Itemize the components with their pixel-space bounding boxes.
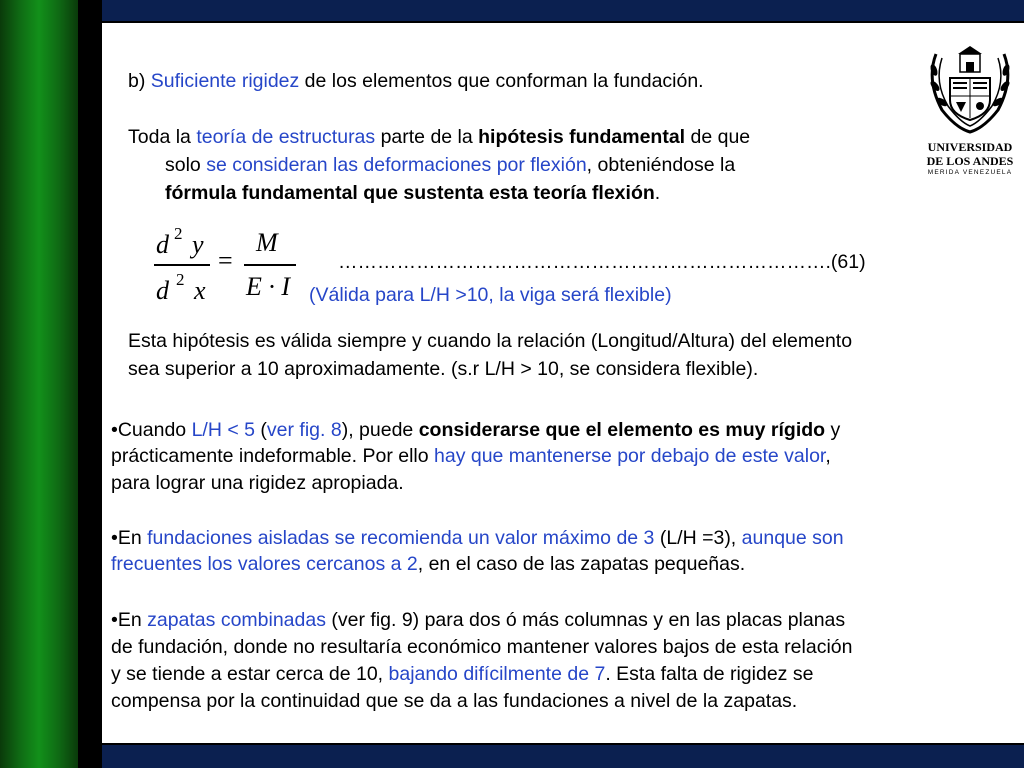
intro-highlight: se consideran las deformaciones por flexión (206, 154, 587, 176)
bullet-3-line-4: compensa por la continuidad que se da a las fundaciones a nivel de la zapatas. (111, 690, 798, 712)
university-logo (922, 40, 1018, 180)
intro-line-1 (128, 123, 750, 151)
intro-bold: hipótesis fundamental (478, 126, 686, 148)
bullet-highlight: hay que mantenerse por debajo de este valor (434, 445, 826, 467)
bullet-1-line-1 (111, 416, 840, 444)
formula-equals: = (218, 246, 233, 275)
section-b-rest: de los elementos que conforman la fundación. (299, 70, 704, 92)
top-band (102, 0, 1024, 21)
formula-rhs-numerator: M (256, 228, 278, 257)
intro-text: parte de la (375, 126, 479, 148)
section-b-highlight: Suficiente rigidez (150, 70, 300, 92)
logo-line-2: DE LOS ANDES (926, 154, 1014, 168)
section-b-prefix: b) (128, 70, 151, 92)
hypothesis-line-1: Esta hipótesis es válida siempre y cuando la relación (Longitud/Altura) del elemento (128, 330, 853, 352)
top-divider (102, 21, 1024, 23)
bullet-2-line-2 (111, 550, 745, 578)
bottom-band (102, 745, 1024, 768)
bullet-highlight: zapatas combinadas (147, 609, 326, 631)
bullet-text: •En (111, 609, 148, 631)
bullet-text: (ver fig. 9) para dos ó más columnas y en las placas planas (325, 609, 846, 631)
formula-note: (Válida para L/H >10, la viga será flexible) (309, 284, 672, 306)
bullet-3-line-3 (111, 660, 813, 688)
intro-line-3 (165, 179, 660, 207)
bullet-1-line-3: para lograr una rigidez apropiada. (111, 472, 404, 494)
intro-text: . (654, 182, 661, 204)
formula-den-d: d (156, 276, 169, 305)
formula-number: ………………………………………………………………….(61) (338, 251, 866, 273)
bullet-text: •Cuando (111, 419, 192, 441)
bullet-3-line-2: de fundación, donde no resultaría económico mantener valores bajos de esta relación (111, 636, 853, 658)
bullet-1-line-2 (111, 442, 831, 470)
bullet-text: y (825, 419, 841, 441)
intro-text: solo (165, 154, 207, 176)
bullet-text: ( (254, 419, 267, 441)
bullet-text: . Esta falta de rigidez se (605, 663, 814, 685)
university-seal-icon (922, 40, 1018, 138)
bullet-text: , en el caso de las zapatas pequeñas. (417, 553, 746, 575)
formula-num-sup: 2 (174, 224, 183, 243)
intro-text: Toda la (128, 126, 197, 148)
formula-rhs-line (244, 264, 296, 266)
hypothesis-line-2: sea superior a 10 aproximadamente. (s.r L/H > 10, se considera flexible). (128, 358, 759, 380)
formula-rhs-denominator: E · I (246, 272, 291, 301)
intro-line-2 (165, 151, 735, 179)
bullet-highlight: frecuentes los valores cercanos a 2 (111, 553, 418, 575)
formula-num-d: d (156, 230, 169, 259)
bullet-text: •En (111, 527, 148, 549)
bullet-highlight: fundaciones aisladas se recomienda un valor máximo de 3 (147, 527, 655, 549)
logo-line-3: MERIDA VENEZUELA (927, 169, 1013, 176)
intro-text: de que (685, 126, 751, 148)
bullet-highlight: bajando difícilmente de 7 (388, 663, 606, 685)
intro-text: , obteniéndose la (586, 154, 736, 176)
formula-den-sup: 2 (176, 270, 185, 289)
flexion-formula (150, 224, 300, 308)
bullet-3-line-1 (111, 606, 845, 634)
bullet-text: y se tiende a estar cerca de 10, (111, 663, 389, 685)
formula-fraction-line (154, 264, 210, 266)
bullet-bold: considerarse que el elemento es muy rígido (418, 419, 826, 441)
left-black-bar (78, 0, 102, 768)
bullet-2-line-1 (111, 524, 844, 552)
bullet-text: (L/H =3), (654, 527, 742, 549)
bullet-highlight: L/H < 5 (191, 419, 255, 441)
formula-den-x: x (194, 276, 206, 305)
intro-highlight: teoría de estructuras (196, 126, 376, 148)
section-b-heading (128, 67, 704, 95)
bullet-text: ), puede (341, 419, 419, 441)
bullet-text: , (825, 445, 831, 467)
bullet-highlight: aunque son (741, 527, 844, 549)
bullet-highlight: ver fig. 8 (266, 419, 342, 441)
formula-num-y: y (192, 230, 204, 259)
intro-bold: fórmula fundamental que sustenta esta teoría flexión (165, 182, 655, 204)
bullet-text: prácticamente indeformable. Por ello (111, 445, 434, 467)
left-green-bar (0, 0, 78, 768)
logo-line-1: UNIVERSIDAD (927, 140, 1013, 154)
